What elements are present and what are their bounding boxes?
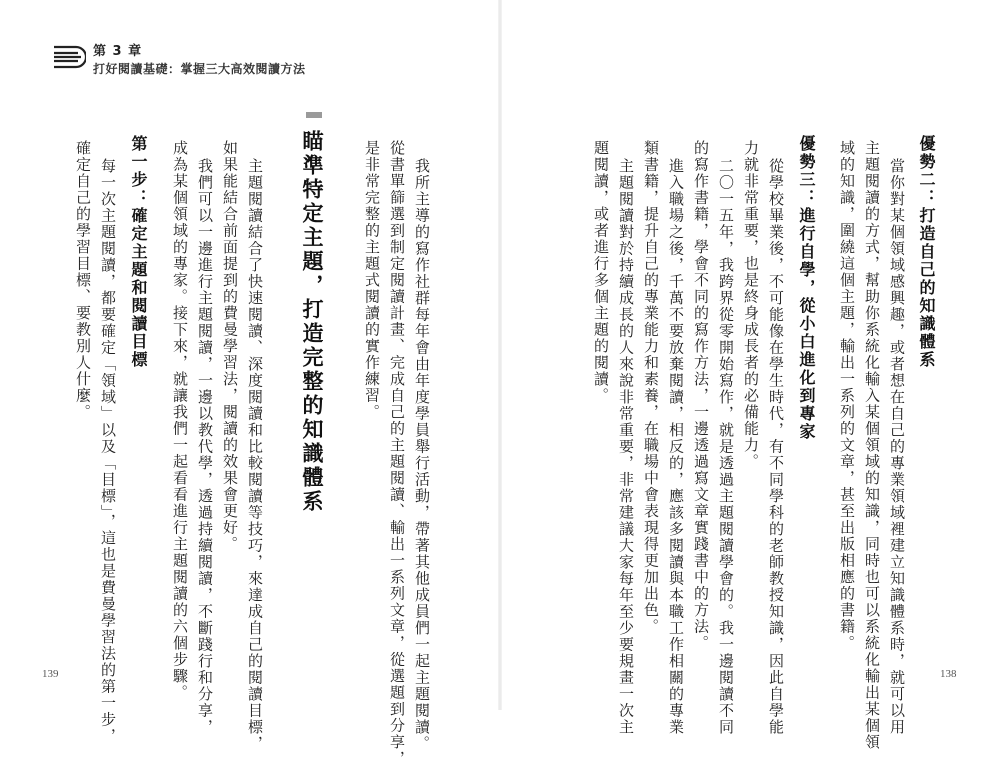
heading-step-one: 第一步：確定主題和閱讀目標 <box>129 135 148 369</box>
right-p1-line2: 主題閱讀的方式，幫助你系統化輸入某個領域的知識，同時也可以系統化輸出某個領 <box>863 140 881 751</box>
right-p4-line2: 類書籍，提升自己的專業能力和素養，在職場中會表現得更加出色。 <box>642 140 660 635</box>
right-p5-line2: 題閱讀，或者進行多個主題的閱讀。 <box>592 140 610 404</box>
heading-advantage-two: 優勢二：打造自己的知識體系 <box>917 135 936 369</box>
book-lines-icon <box>52 44 86 70</box>
page-number-right: 138 <box>940 668 957 680</box>
left-p4-line2: 確定自己的學習目標、要教別人什麼。 <box>74 140 92 421</box>
page-gutter <box>498 0 502 710</box>
left-p2-line2: 如果能結合前面提到的費曼學習法，閱讀的效果會更好。 <box>221 140 239 553</box>
left-p1-line3: 是非常完整的主題式閱讀的實作練習。 <box>363 140 381 421</box>
right-p1-line1: 當你對某個領域感興趣，或者想在自己的專業領域裡建立知識體系時，就可以用 <box>888 158 906 736</box>
right-p2-line1: 從學校畢業後，不可能像在學生時代，有不同學科的老師教授知識，因此自學能 <box>767 158 785 736</box>
left-p2-line1: 主題閱讀結合了快速閱讀、深度閱讀和比較閱讀等技巧，來達成自己的閱讀目標， <box>246 158 264 752</box>
left-p4-line1: 每一次主題閱讀，都要確定「領域」以及「目標」，這也是費曼學習法的第一步， <box>99 158 117 745</box>
left-p1-line2: 從書單篩選到制定閱讀計畫、完成自己的主題閱讀、輸出一系列文章，從選題到分享， <box>388 140 406 767</box>
heading-advantage-three: 優勢三：進行自學，從小白進化到專家 <box>797 135 816 441</box>
section-marker <box>306 112 322 118</box>
left-p1-line1: 我所主導的寫作社群每年會由年度學員舉行活動，帶著其他成員們一起主題閱讀。 <box>413 158 431 752</box>
right-p1-line3: 域的知識，圍繞這個主題，輸出一系列的文章，甚至出版相應的書籍。 <box>838 140 856 652</box>
left-p3-line2: 成為某個領域的專家。接下來，就讓我們一起看看進行主題閱讀的六個步驟。 <box>171 140 189 701</box>
chapter-label: 第 3 章 <box>93 44 143 59</box>
right-p5-line1: 主題閱讀對於持續成長的人來說非常重要，非常建議大家每年至少要規畫一次主 <box>617 158 635 736</box>
chapter-subtitle: 打好閱讀基礎：掌握三大高效閱讀方法 <box>93 62 306 76</box>
right-p3-line2: 的寫作書籍，學會不同的寫作方法，一邊透過寫文章實踐書中的方法。 <box>692 140 710 652</box>
right-p2-line2: 力就非常重要，也是終身成長者的必備能力。 <box>742 140 760 470</box>
right-p4-line1: 進入職場之後，千萬不要放棄閱讀，相反的，應該多閱讀與本職工作相關的專業 <box>667 158 685 736</box>
page-number-left: 139 <box>42 668 59 680</box>
left-p3-line1: 我們可以一邊進行主題閱讀，一邊以教代學，透過持續閱讀，不斷踐行和分享， <box>196 158 214 736</box>
section-title: 瞄準特定主題，打造完整的知識體系 <box>300 130 324 514</box>
right-p3-line1: 二〇一五年，我跨界從零開始寫作，就是透過主題閱讀學會的。我一邊閱讀不同 <box>717 158 735 736</box>
